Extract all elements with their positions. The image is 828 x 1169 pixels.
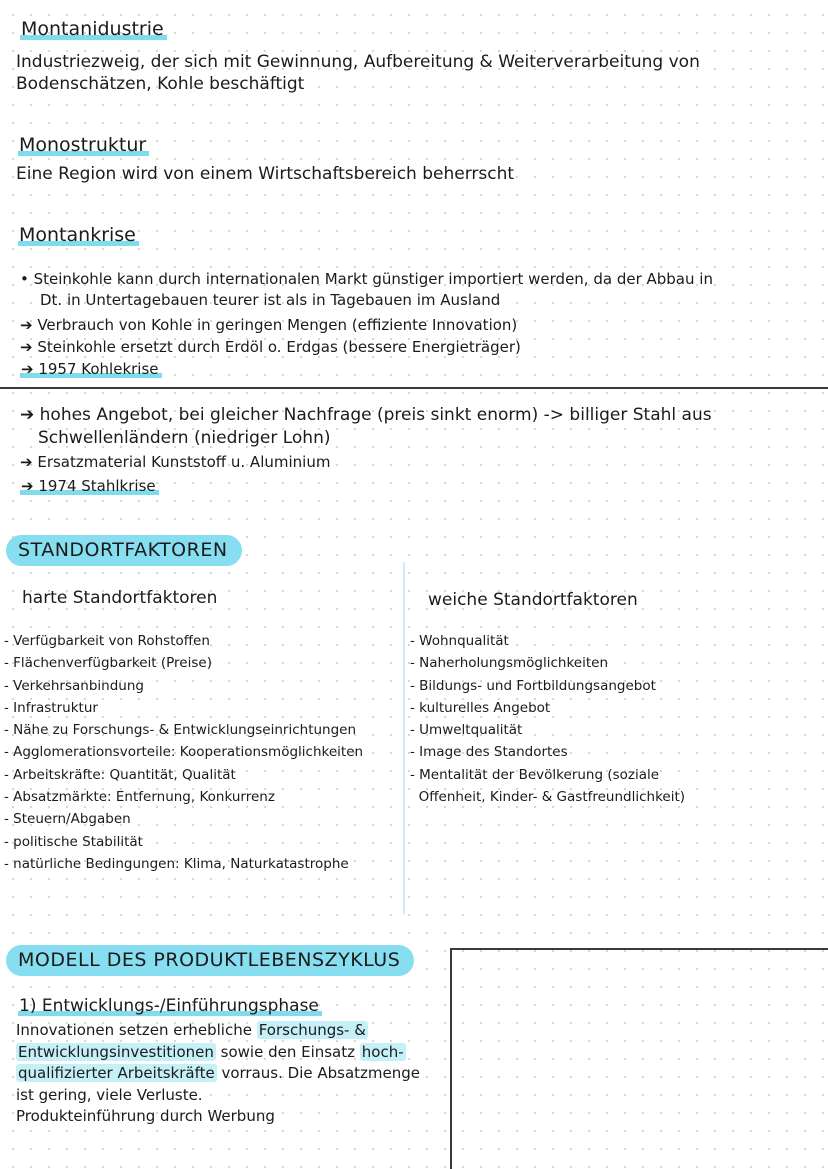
heading-monostruktur: Monostruktur bbox=[18, 134, 149, 156]
list-weiche-standortfaktoren bbox=[410, 630, 820, 808]
heading-montanindustrie: Montanidustrie bbox=[20, 18, 167, 40]
text-montanindustrie-line1: Industriezweig, der sich mit Gewinnung, Aufbereitung & Weiterverarbeitung von bbox=[16, 52, 700, 72]
list-item: - Flächenverfügbarkeit (Preise) bbox=[4, 655, 212, 672]
list-item: - Image des Standortes bbox=[410, 744, 568, 761]
list-item: - Verfügbarkeit von Rohstoffen bbox=[4, 633, 210, 649]
text-line: Entwicklungsinvestitionen sowie den Einsatz hoch- bbox=[18, 1042, 404, 1061]
text-kohlekrise: ➔ 1957 Kohlekrise bbox=[20, 360, 162, 379]
list-item: - Absatzmärkte: Entfernung, Konkurrenz bbox=[4, 789, 275, 806]
heading-weiche-standortfaktoren: weiche Standortfaktoren bbox=[428, 590, 638, 610]
list-item: - Infrastruktur bbox=[4, 699, 98, 716]
text-monostruktur: Eine Region wird von einem Wirtschaftsbereich beherrscht bbox=[16, 164, 515, 184]
heading-standortfaktoren: STANDORTFAKTOREN bbox=[6, 535, 242, 566]
chart-placeholder-box bbox=[450, 948, 828, 1169]
heading-montankrise: Montankrise bbox=[18, 224, 139, 246]
text-montankrise-arrow3-line1: ➔ hohes Angebot, bei gleicher Nachfrage (preis sinkt enorm) -> billiger Stahl aus bbox=[20, 405, 712, 425]
list-item: - Wohnqualität bbox=[410, 633, 509, 649]
heading-harte-standortfaktoren: harte Standortfaktoren bbox=[22, 588, 218, 608]
text-montanindustrie-line2: Bodenschätzen, Kohle beschäftigt bbox=[16, 74, 305, 94]
text-stahlkrise: ➔ 1974 Stahlkrise bbox=[20, 477, 159, 496]
list-item: - Arbeitskräfte: Quantität, Qualität bbox=[4, 766, 236, 783]
list-item: - Nähe zu Forschungs- & Entwicklungseinrichtungen bbox=[4, 722, 357, 739]
list-item: Offenheit, Kinder- & Gastfreundlichkeit) bbox=[410, 789, 686, 806]
list-item: - natürliche Bedingungen: Klima, Naturkatastrophe bbox=[4, 855, 349, 872]
text-montankrise-bullet-line2: Dt. in Untertagebauen teurer ist als in Tagebauen im Ausland bbox=[40, 291, 501, 309]
text-montankrise-arrow1: ➔ Verbrauch von Kohle in geringen Mengen (effiziente Innovation) bbox=[20, 316, 518, 334]
list-item: - Naherholungsmöglichkeiten bbox=[410, 655, 608, 672]
list-item: - Steuern/Abgaben bbox=[4, 811, 131, 828]
heading-produktlebenszyklus: MODELL DES PRODUKTLEBENSZYKLUS bbox=[6, 945, 414, 976]
list-item: - Bildungs- und Fortbildungsangebot bbox=[410, 677, 656, 694]
text-entwicklungsphase bbox=[16, 1020, 446, 1128]
text-line: ist gering, viele Verluste. bbox=[16, 1085, 203, 1104]
list-item: - Verkehrsanbindung bbox=[4, 677, 144, 694]
list-item: - politische Stabilität bbox=[4, 833, 143, 850]
text-line: Produkteinführung durch Werbung bbox=[16, 1107, 275, 1125]
list-item: - Mentalität der Bevölkerung (soziale bbox=[410, 766, 660, 783]
list-item: - Umweltqualität bbox=[410, 722, 523, 739]
text-line: qualifizierter Arbeitskräfte vorraus. Die Absatzmenge bbox=[18, 1064, 421, 1082]
text-line: Innovationen setzen erhebliche Forschungs- & bbox=[16, 1021, 366, 1039]
text-montankrise-bullet-line1: • Steinkohle kann durch internationalen Markt günstiger importiert werden, da der Abbau in bbox=[20, 270, 713, 288]
text-montankrise-arrow2: ➔ Steinkohle ersetzt durch Erdöl o. Erdgas (bessere Energieträger) bbox=[20, 338, 521, 356]
divider-line bbox=[0, 387, 828, 389]
list-item: - Agglomerationsvorteile: Kooperationsmöglichkeiten bbox=[4, 744, 364, 761]
text-montankrise-arrow3-line2: Schwellenländern (niedriger Lohn) bbox=[38, 428, 331, 448]
text-montankrise-arrow4: ➔ Ersatzmaterial Kunststoff u. Aluminium bbox=[20, 453, 331, 471]
list-item: - kulturelles Angebot bbox=[410, 699, 551, 716]
column-divider bbox=[403, 562, 405, 914]
heading-entwicklungsphase: 1) Entwicklungs-/Einführungsphase bbox=[18, 996, 322, 1016]
list-harte-standortfaktoren bbox=[4, 630, 402, 875]
